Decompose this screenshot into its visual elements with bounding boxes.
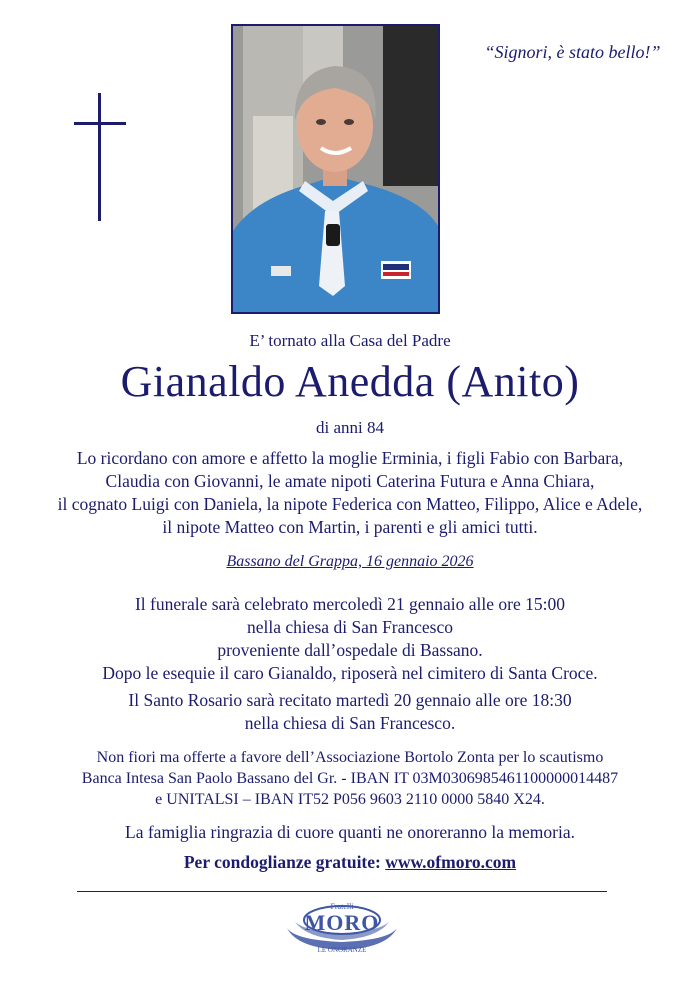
condolences-label: Per condoglianze gratuite: — [183, 852, 381, 872]
intro-text: E’ tornato alla Casa del Padre — [249, 331, 451, 350]
portrait-photo — [231, 24, 440, 314]
survivors-line: il cognato Luigi con Daniela, la nipote Federica con Matteo, Filippo, Alice e Adele, — [57, 494, 643, 514]
survivors-line: Lo ricordano con amore e affetto la moglie Erminia, i figli Fabio con Barbara, — [76, 448, 624, 468]
quote: “Signori, è stato bello!” — [484, 42, 661, 62]
rosary-paragraph — [0, 689, 700, 735]
donations-paragraph — [0, 747, 700, 810]
place-date-text: Bassano del Grappa, 16 gennaio 2026 — [226, 553, 474, 570]
logo-title: Fratelli — [330, 902, 354, 911]
thanks-text: La famiglia ringrazia di cuore quanti ne onoreranno la memoria. — [125, 822, 575, 842]
funeral-line: Dopo le esequie il caro Gianaldo, riposerà nel cimitero di Santa Croce. — [102, 663, 598, 683]
funeral-line: proveniente dall’ospedale di Bassano. — [217, 640, 483, 660]
donations-line: e UNITALSI – IBAN IT52 P056 9603 2110 0000 5840 X24. — [155, 791, 545, 808]
survivors-paragraph — [0, 447, 700, 539]
rosary-line: Il Santo Rosario sarà recitato martedì 20 gennaio alle ore 18:30 — [128, 690, 572, 710]
survivors-line: il nipote Matteo con Martin, i parenti e gli amici tutti. — [162, 517, 538, 537]
funeral-line: Il funerale sarà celebrato mercoledì 21 gennaio alle ore 15:00 — [134, 594, 565, 614]
funeral-home-logo — [277, 898, 407, 958]
donations-line: Banca Intesa San Paolo Bassano del Gr. - IBAN IT 03M0306985461100000014487 — [81, 770, 619, 787]
rosary-line: nella chiesa di San Francesco. — [244, 713, 456, 733]
funeral-line: nella chiesa di San Francesco — [246, 617, 454, 637]
condolences-line — [0, 852, 700, 873]
logo-brand: MORO — [304, 910, 380, 935]
donations-line: Non fiori ma offerte a favore dell’Associazione Bortolo Zonta per lo scautismo — [96, 749, 604, 766]
place-date — [0, 553, 700, 571]
condolences-link[interactable]: www.ofmoro.com — [385, 852, 517, 872]
deceased-name: Gianaldo Anedda (Anito) — [120, 357, 580, 406]
divider — [77, 891, 607, 892]
survivors-line: Claudia con Giovanni, le amate nipoti Caterina Futura e Anna Chiara, — [105, 471, 595, 491]
logo-subtitle: LE ONORANZE — [317, 946, 367, 954]
cross-icon — [74, 93, 126, 221]
funeral-paragraph — [0, 593, 700, 685]
age-text: di anni 84 — [316, 418, 384, 437]
